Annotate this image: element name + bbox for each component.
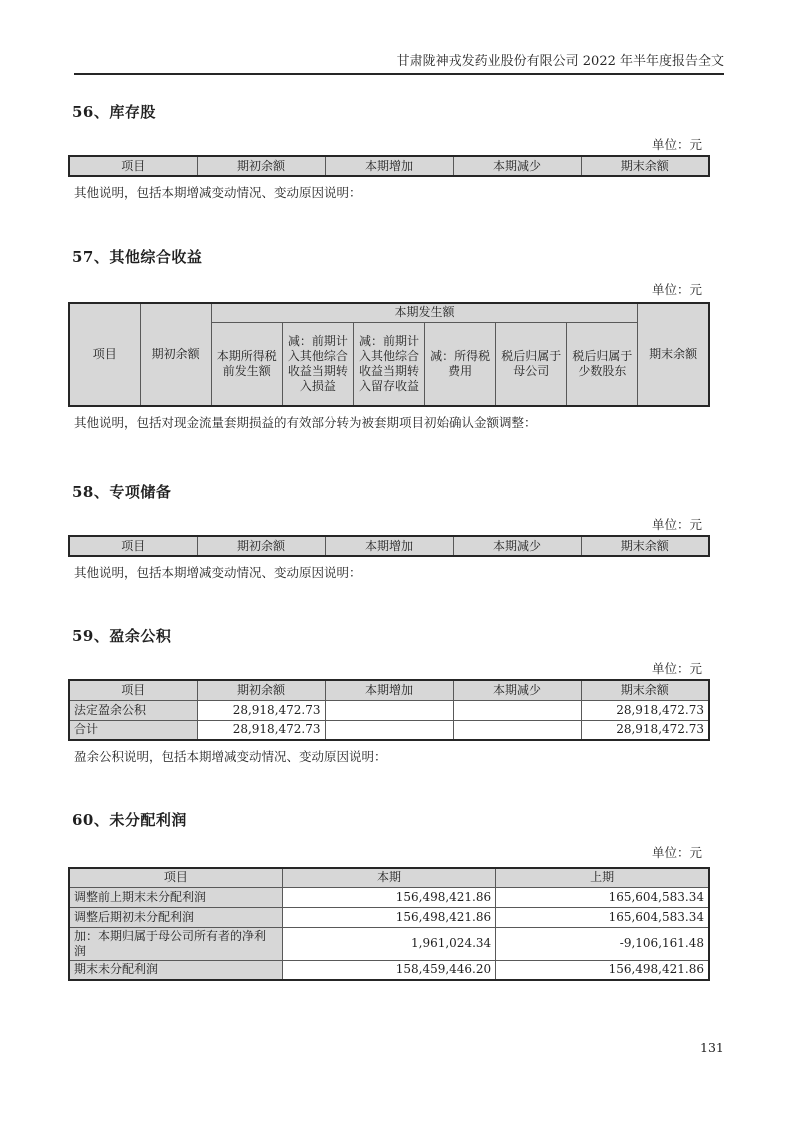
cell-value: 156,498,421.86 (496, 960, 709, 980)
cell-value: 28,918,472.73 (197, 720, 325, 740)
table-header-row (69, 868, 709, 887)
page-number: 131 (700, 1040, 724, 1055)
column-header: 本期 (282, 868, 495, 887)
cell-value (453, 700, 581, 720)
cell-value (325, 700, 453, 720)
unit-label: 单位：元 (651, 517, 702, 532)
unit-label: 单位：元 (651, 661, 702, 676)
cell-value: 28,918,472.73 (581, 700, 709, 720)
section-59-note: 盈余公积说明，包括本期增减变动情况、变动原因说明： (74, 749, 387, 764)
section-60-title: 60、未分配利润 (72, 811, 187, 829)
cell-value: 1,961,024.34 (282, 927, 495, 960)
cell-value: 28,918,472.73 (581, 720, 709, 740)
column-header: 项目 (69, 680, 197, 700)
unit-label: 单位：元 (651, 137, 702, 152)
header-rule (74, 73, 724, 75)
column-header: 减：前期计入其他综合收益当期转入留存收益 (353, 322, 424, 406)
table-header-row (69, 156, 709, 176)
section-57-note: 其他说明，包括对现金流量套期损益的有效部分转为被套期项目初始确认金额调整： (74, 415, 537, 430)
table-header-row (69, 536, 709, 556)
column-header: 减：前期计入其他综合收益当期转入损益 (282, 322, 353, 406)
section-58-title: 58、专项储备 (72, 483, 172, 501)
unit-label: 单位：元 (651, 282, 702, 297)
column-header: 本期所得税前发生额 (211, 322, 282, 406)
surplus-reserve-table (68, 679, 710, 741)
column-header: 期初余额 (197, 536, 325, 556)
section-56-note: 其他说明，包括本期增减变动情况、变动原因说明： (74, 185, 362, 200)
column-header: 本期减少 (453, 680, 581, 700)
column-header: 上期 (496, 868, 709, 887)
row-label: 加：本期归属于母公司所有者的净利润 (69, 927, 282, 960)
row-label: 法定盈余公积 (69, 700, 197, 720)
special-reserve-table (68, 535, 710, 557)
column-header: 项目 (69, 156, 197, 176)
column-header: 期初余额 (140, 303, 211, 406)
column-header: 本期增加 (325, 680, 453, 700)
section-56-title: 56、库存股 (72, 103, 156, 121)
column-header: 减：所得税费用 (425, 322, 496, 406)
row-label: 调整前上期末未分配利润 (69, 887, 282, 907)
column-header: 税后归属于少数股东 (567, 322, 638, 406)
cell-value (325, 720, 453, 740)
cell-value: 165,604,583.34 (496, 907, 709, 927)
column-header: 本期增加 (325, 156, 453, 176)
table-header-row (69, 303, 709, 322)
section-57-title: 57、其他综合收益 (72, 248, 203, 266)
section-58-note: 其他说明，包括本期增减变动情况、变动原因说明： (74, 565, 362, 580)
unit-label: 单位：元 (651, 845, 702, 860)
table-row (69, 960, 709, 980)
table-row (69, 720, 709, 740)
other-comprehensive-income-table (68, 302, 710, 407)
column-header: 期末余额 (581, 156, 709, 176)
table-header-row (69, 680, 709, 700)
column-header: 期末余额 (581, 536, 709, 556)
cell-value: 158,459,446.20 (282, 960, 495, 980)
undistributed-profit-table (68, 867, 710, 981)
cell-value: -9,106,161.48 (496, 927, 709, 960)
cell-value: 156,498,421.86 (282, 907, 495, 927)
cell-value: 28,918,472.73 (197, 700, 325, 720)
row-label: 合计 (69, 720, 197, 740)
row-label: 调整后期初未分配利润 (69, 907, 282, 927)
column-header: 项目 (69, 303, 140, 406)
report-header-title: 甘肃陇神戎发药业股份有限公司 2022 年半年度报告全文 (396, 54, 724, 69)
column-group-header: 本期发生额 (211, 303, 638, 322)
column-header: 期末余额 (638, 303, 709, 406)
column-header: 期初余额 (197, 156, 325, 176)
table-row (69, 700, 709, 720)
column-header: 税后归属于母公司 (496, 322, 567, 406)
cell-value: 165,604,583.34 (496, 887, 709, 907)
column-header: 期初余额 (197, 680, 325, 700)
cell-value (453, 720, 581, 740)
row-label: 期末未分配利润 (69, 960, 282, 980)
column-header: 本期减少 (453, 156, 581, 176)
column-header: 项目 (69, 868, 282, 887)
column-header: 项目 (69, 536, 197, 556)
treasury-stock-table (68, 155, 710, 177)
table-row (69, 907, 709, 927)
column-header: 本期增加 (325, 536, 453, 556)
cell-value: 156,498,421.86 (282, 887, 495, 907)
section-59-title: 59、盈余公积 (72, 627, 172, 645)
table-row (69, 887, 709, 907)
column-header: 期末余额 (581, 680, 709, 700)
column-header: 本期减少 (453, 536, 581, 556)
table-row (69, 927, 709, 960)
